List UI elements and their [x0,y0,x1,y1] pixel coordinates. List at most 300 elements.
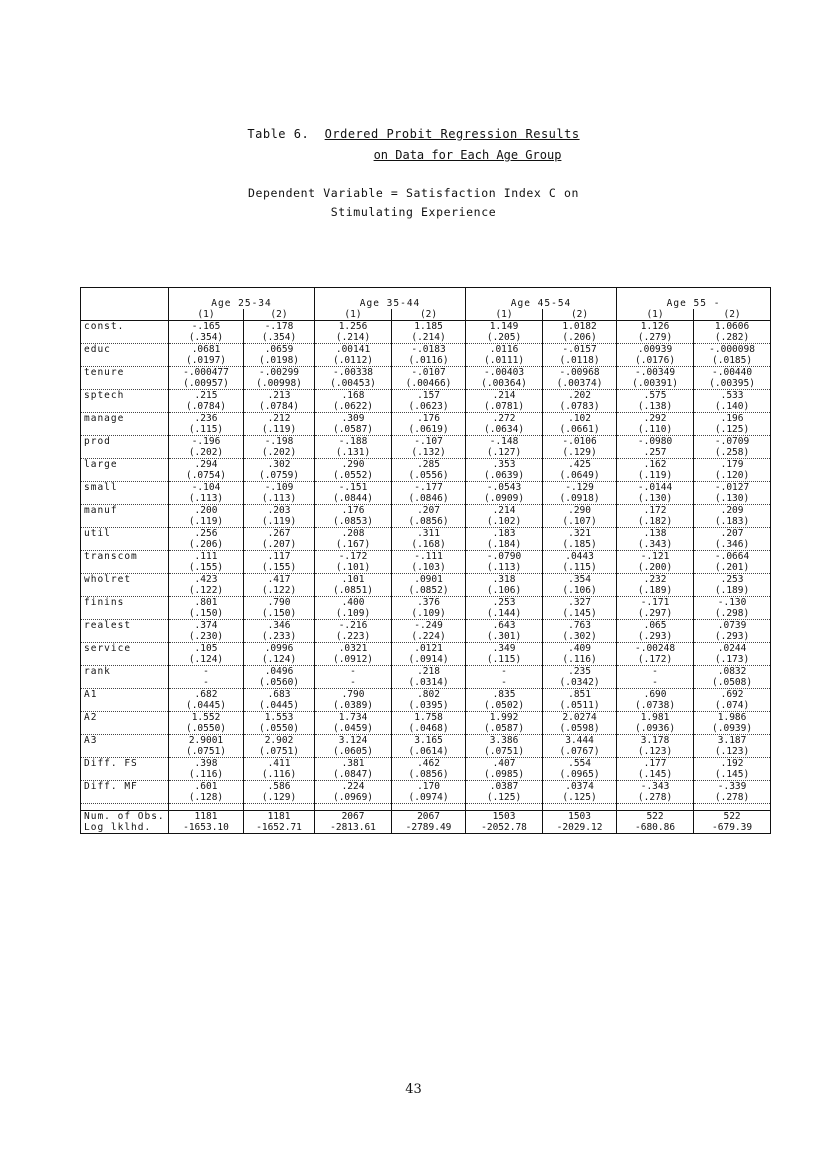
coef-cell: 2.902 [244,735,315,747]
se-cell: (.0783) [543,401,617,413]
coef-cell: .0739 [694,620,771,632]
coef-cell: .272 [466,413,543,425]
se-cell: (.0556) [392,470,466,482]
table-row-se [81,355,771,367]
se-cell: (.0605) [315,746,392,758]
gap-cell [81,804,169,811]
coef-cell: .0121 [392,643,466,655]
se-cell: (.301) [466,631,543,643]
se-cell: (.127) [466,447,543,459]
table-row [81,597,771,609]
coef-cell: .235 [543,666,617,678]
coef-cell: .0244 [694,643,771,655]
row-label: sptech [81,390,169,402]
coef-cell: .0374 [543,781,617,793]
coef-cell: .209 [694,505,771,517]
table-row-se [81,470,771,482]
footer-cell: 522 [617,811,694,823]
coef-cell: .601 [169,781,244,793]
table-row-se [81,792,771,804]
se-cell: (.101) [315,562,392,574]
se-cell: (.150) [244,608,315,620]
coef-cell: 3.444 [543,735,617,747]
se-cell: (.119) [244,424,315,436]
coef-cell: .170 [392,781,466,793]
se-cell: (.0939) [694,723,771,735]
coef-cell: .196 [694,413,771,425]
column-header: (1) [169,309,244,321]
table-title-line2: on Data for Each Age Group [373,148,562,162]
coef-cell: -.198 [244,436,315,448]
table-row [81,482,771,494]
coef-cell: -.0183 [392,344,466,356]
coef-cell: .409 [543,643,617,655]
coef-cell: .311 [392,528,466,540]
se-cell: (.293) [617,631,694,643]
footer-cell: 2067 [392,811,466,823]
table-title [0,127,827,141]
table-title-main: Ordered Probit Regression Results [324,127,580,141]
coef-cell: -.121 [617,551,694,563]
se-cell: (.173) [694,654,771,666]
table-number: Table 6. [247,127,310,141]
se-cell: (.145) [617,769,694,781]
se-cell: (.0751) [244,746,315,758]
table-row [81,689,771,701]
se-cell: (.00364) [466,378,543,390]
se-cell: (.115) [169,424,244,436]
se-cell: .257 [617,447,694,459]
coef-cell: -.129 [543,482,617,494]
se-cell: (.207) [244,539,315,551]
se-cell: (.0111) [466,355,543,367]
footer-label: Log lklhd. [81,822,169,834]
coef-cell: -.0790 [466,551,543,563]
se-cell: (.302) [543,631,617,643]
coef-cell: .381 [315,758,392,770]
table-row [81,459,771,471]
coef-cell: .202 [543,390,617,402]
coef-cell: 1.126 [617,321,694,333]
se-cell: (.0784) [244,401,315,413]
coef-cell: 1.553 [244,712,315,724]
coef-cell: - [466,666,543,678]
column-header: (2) [694,309,771,321]
coef-cell: -.0157 [543,344,617,356]
se-cell: (.122) [244,585,315,597]
se-cell: (.106) [466,585,543,597]
coef-cell: .0832 [694,666,771,678]
se-cell: (.120) [694,470,771,482]
gap-cell [392,804,466,811]
group-header: Age 55 - [617,288,771,310]
se-cell: (.278) [694,792,771,804]
group-header: Age 25-34 [169,288,315,310]
se-cell: (.125) [694,424,771,436]
coef-cell: 1.185 [392,321,466,333]
se-cell: (.00453) [315,378,392,390]
coef-cell: .586 [244,781,315,793]
se-cell: (.0661) [543,424,617,436]
coef-cell: .168 [315,390,392,402]
gap-cell [617,804,694,811]
se-cell: (.0912) [315,654,392,666]
coef-cell: .172 [617,505,694,517]
se-cell: (.0197) [169,355,244,367]
coef-cell: -.196 [169,436,244,448]
row-label-blank [81,424,169,436]
coef-cell: .117 [244,551,315,563]
table-row-se [81,516,771,528]
coef-cell: 2.9001 [169,735,244,747]
footer-cell: -1652.71 [244,822,315,834]
row-label: A3 [81,735,169,747]
footer-cell: 1503 [543,811,617,823]
column-header: (1) [315,309,392,321]
table-row-se [81,677,771,689]
se-cell: (.0508) [694,677,771,689]
coef-cell: - [169,666,244,678]
se-cell: (.214) [315,332,392,344]
coef-cell: .267 [244,528,315,540]
coef-cell: .253 [694,574,771,586]
coef-cell: .801 [169,597,244,609]
coef-cell: -.0127 [694,482,771,494]
se-cell: (.167) [315,539,392,551]
row-label: A1 [81,689,169,701]
coef-cell: -.00299 [244,367,315,379]
se-cell: (.131) [315,447,392,459]
column-header: (1) [617,309,694,321]
se-cell: (.0751) [169,746,244,758]
coef-cell: .400 [315,597,392,609]
coef-cell: -.000098 [694,344,771,356]
se-cell: (.214) [392,332,466,344]
coef-cell: -.343 [617,781,694,793]
se-cell: (.0914) [392,654,466,666]
row-label-blank [81,401,169,413]
se-cell: (.107) [543,516,617,528]
row-label-blank [81,516,169,528]
se-cell: (.123) [617,746,694,758]
coef-cell: .0901 [392,574,466,586]
gap-cell [169,804,244,811]
coef-cell: .285 [392,459,466,471]
coef-cell: 3.386 [466,735,543,747]
coef-cell: -.0980 [617,436,694,448]
se-cell: (.155) [244,562,315,574]
se-cell: (.119) [617,470,694,482]
se-cell: (.115) [466,654,543,666]
coef-cell: 1.981 [617,712,694,724]
se-cell: (.223) [315,631,392,643]
table-row-se [81,401,771,413]
se-cell: (.0623) [392,401,466,413]
coef-cell: .294 [169,459,244,471]
coef-cell: .162 [617,459,694,471]
se-cell: (.202) [169,447,244,459]
row-label: Diff. FS [81,758,169,770]
se-cell: (.279) [617,332,694,344]
column-header: (2) [392,309,466,321]
coef-cell: 1.0606 [694,321,771,333]
table-row [81,758,771,770]
se-cell: (.0176) [617,355,694,367]
coef-cell: .207 [694,528,771,540]
coef-cell: .101 [315,574,392,586]
row-label: transcom [81,551,169,563]
coef-cell: -.107 [392,436,466,448]
coef-cell: -.0106 [543,436,617,448]
se-cell: (.116) [543,654,617,666]
coef-cell: 2.0274 [543,712,617,724]
table-row-se [81,585,771,597]
se-cell: (.278) [617,792,694,804]
se-cell: (.0851) [315,585,392,597]
se-cell: (.0969) [315,792,392,804]
se-cell: (.200) [617,562,694,574]
coef-cell: .790 [315,689,392,701]
se-cell: (.0560) [244,677,315,689]
row-label-blank [81,723,169,735]
se-cell: (.0185) [694,355,771,367]
se-cell: (.258) [694,447,771,459]
table-row [81,574,771,586]
coef-cell: -.178 [244,321,315,333]
table-row-se [81,493,771,505]
coef-cell: 1.256 [315,321,392,333]
se-cell: (.0754) [169,470,244,482]
se-cell: (.0445) [244,700,315,712]
row-label-blank [81,447,169,459]
se-cell: - [315,677,392,689]
coef-cell: .683 [244,689,315,701]
coef-cell: .0116 [466,344,543,356]
se-cell: (.354) [169,332,244,344]
coef-cell: -.216 [315,620,392,632]
coef-cell: 1.149 [466,321,543,333]
se-cell: (.205) [466,332,543,344]
se-cell: (.074) [694,700,771,712]
coef-cell: .0681 [169,344,244,356]
table-row [81,712,771,724]
table-row-se [81,378,771,390]
coef-cell: .0496 [244,666,315,678]
se-cell: (.0918) [543,493,617,505]
row-label-blank [81,769,169,781]
row-label: service [81,643,169,655]
coef-cell: .207 [392,505,466,517]
se-cell: (.0847) [315,769,392,781]
coef-cell: .177 [617,758,694,770]
coef-cell: 3.165 [392,735,466,747]
se-cell: (.282) [694,332,771,344]
coef-cell: -.130 [694,597,771,609]
coef-cell: .102 [543,413,617,425]
se-cell: (.115) [543,562,617,574]
row-label: finins [81,597,169,609]
se-cell: (.230) [169,631,244,643]
se-cell: (.297) [617,608,694,620]
se-cell: (.0550) [244,723,315,735]
se-cell: (.0619) [392,424,466,436]
footer-cell: 1181 [244,811,315,823]
row-label: manuf [81,505,169,517]
row-label: Diff. MF [81,781,169,793]
se-cell: (.0634) [466,424,543,436]
se-cell: (.0856) [392,769,466,781]
coef-cell: .253 [466,597,543,609]
coef-cell: .111 [169,551,244,563]
se-cell: (.0639) [466,470,543,482]
table-gap-row [81,804,771,811]
coef-cell: 3.124 [315,735,392,747]
se-cell: (.298) [694,608,771,620]
coef-cell: -.339 [694,781,771,793]
table-row-se [81,424,771,436]
row-label-blank [81,700,169,712]
coef-cell: -.00968 [543,367,617,379]
footer-cell: -680.86 [617,822,694,834]
coef-cell: -.165 [169,321,244,333]
table-row [81,344,771,356]
se-cell: (.130) [617,493,694,505]
coef-cell: -.177 [392,482,466,494]
table-title-line2-wrap [0,148,827,162]
coef-cell: .374 [169,620,244,632]
se-cell: (.346) [694,539,771,551]
coef-cell: .224 [315,781,392,793]
footer-cell: -2052.78 [466,822,543,834]
se-cell: (.0395) [392,700,466,712]
se-cell: (.172) [617,654,694,666]
se-cell: (.128) [169,792,244,804]
table-row-se [81,700,771,712]
se-cell: (.0853) [315,516,392,528]
coef-cell: -.104 [169,482,244,494]
se-cell: (.183) [694,516,771,528]
coef-cell: 1.0182 [543,321,617,333]
coef-cell: .105 [169,643,244,655]
se-cell: (.0118) [543,355,617,367]
row-label-blank [81,585,169,597]
se-cell: (.0751) [466,746,543,758]
se-cell: (.103) [392,562,466,574]
coef-cell: .213 [244,390,315,402]
se-cell: (.201) [694,562,771,574]
se-cell: (.0198) [244,355,315,367]
se-cell: (.140) [694,401,771,413]
coef-cell: .208 [315,528,392,540]
coef-cell: .346 [244,620,315,632]
coef-cell: .0996 [244,643,315,655]
table-row-se [81,447,771,459]
coef-cell: .835 [466,689,543,701]
row-label-blank [81,355,169,367]
coef-cell: .214 [466,505,543,517]
se-cell: (.138) [617,401,694,413]
coef-cell: .212 [244,413,315,425]
coef-cell: -.172 [315,551,392,563]
column-header: (1) [466,309,543,321]
se-cell: (.293) [694,631,771,643]
coef-cell: .176 [392,413,466,425]
se-cell: (.0965) [543,769,617,781]
coef-cell: -.171 [617,597,694,609]
footer-cell: -1653.10 [169,822,244,834]
row-label-blank [81,608,169,620]
coef-cell: -.249 [392,620,466,632]
se-cell: (.00391) [617,378,694,390]
se-cell: (.00395) [694,378,771,390]
row-label-blank [81,562,169,574]
row-label-blank [81,654,169,666]
footer-cell: -2029.12 [543,822,617,834]
table-row-se [81,608,771,620]
coef-cell: 3.178 [617,735,694,747]
se-cell: (.0622) [315,401,392,413]
se-cell: (.184) [466,539,543,551]
row-label-blank [81,470,169,482]
se-cell: (.0459) [315,723,392,735]
se-cell: (.202) [244,447,315,459]
se-cell: (.116) [244,769,315,781]
se-cell: (.0389) [315,700,392,712]
footer-cell: -2789.49 [392,822,466,834]
se-cell: (.0445) [169,700,244,712]
coef-cell: .218 [392,666,466,678]
coef-cell: .183 [466,528,543,540]
se-cell: (.0314) [392,677,466,689]
se-cell: (.125) [543,792,617,804]
coef-cell: .065 [617,620,694,632]
se-cell: (.113) [466,562,543,574]
row-label-blank [81,792,169,804]
coef-cell: .232 [617,574,694,586]
se-cell: (.109) [392,608,466,620]
coef-cell: .790 [244,597,315,609]
coef-cell: .0443 [543,551,617,563]
coef-cell: .179 [694,459,771,471]
coef-cell: -.00440 [694,367,771,379]
se-cell: (.0342) [543,677,617,689]
table-row [81,551,771,563]
se-cell: (.0587) [315,424,392,436]
se-cell: (.0936) [617,723,694,735]
se-cell: (.0116) [392,355,466,367]
coef-cell: .309 [315,413,392,425]
se-cell: (.0468) [392,723,466,735]
row-label: large [81,459,169,471]
page-number: 43 [405,1082,422,1097]
coef-cell: -.00338 [315,367,392,379]
se-cell: (.00957) [169,378,244,390]
se-cell: (.0781) [466,401,543,413]
coef-cell: .407 [466,758,543,770]
gap-cell [466,804,543,811]
se-cell: (.0649) [543,470,617,482]
row-label-blank [81,378,169,390]
table-row [81,367,771,379]
table-row [81,643,771,655]
se-cell: (.113) [169,493,244,505]
column-header: (2) [244,309,315,321]
coef-cell: -.0144 [617,482,694,494]
se-cell: (.0909) [466,493,543,505]
coef-cell: .302 [244,459,315,471]
coef-cell: .763 [543,620,617,632]
coef-cell: .290 [315,459,392,471]
